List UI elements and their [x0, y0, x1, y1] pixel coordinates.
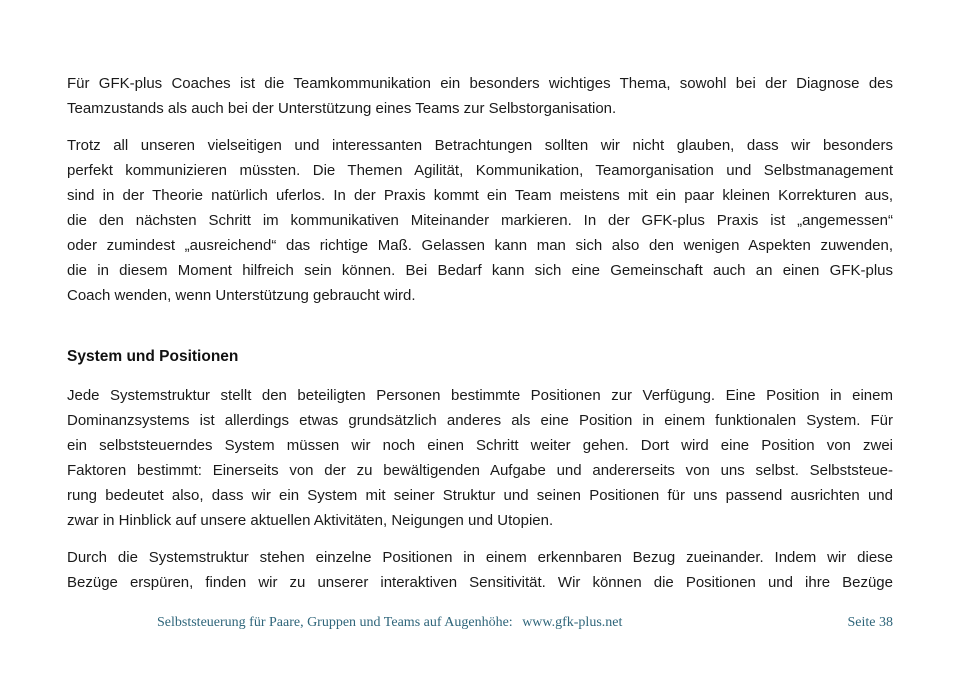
footer-book-title: Selbststeuerung für Paare, Gruppen und Teams auf Augenhöhe: — [157, 615, 513, 630]
page-footer — [67, 613, 893, 633]
text-line: oder zumindest „ausreichend“ das richtige Maß. Gelassen kann man sich also den wenigen Aspekten zuwenden, — [67, 237, 893, 254]
text-line: Trotz all unseren vielseitigen und interessanten Betrachtungen sollten wir nicht glauben, dass wir besonders — [67, 137, 893, 154]
text-line: sind in der Theorie natürlich uferlos. In der Praxis kommt ein Team meistens mit ein paar kleinen Korrekturen aus, — [67, 187, 893, 204]
footer-book-title-block — [67, 613, 622, 633]
text-line: rung bedeutet also, dass wir ein System mit seiner Struktur und seinen Positionen für uns passend ausrichten und — [67, 487, 893, 504]
text-line: die in diesem Moment hilfreich sein können. Bei Bedarf kann sich eine Gemeinschaft auch an einen GFK-plus — [67, 262, 893, 279]
section-heading: System und Positionen — [67, 348, 239, 365]
text-line: perfekt kommunizieren müssten. Die Themen Agilität, Kommunikation, Teamorganisation und Selbstmanagement — [67, 162, 893, 179]
text-line: Jede Systemstruktur stellt den beteiligten Personen bestimmte Positionen zur Verfügung. Eine Position in einem — [67, 387, 893, 404]
text-line: Coach wenden, wenn Unterstützung gebraucht wird. — [67, 287, 416, 304]
page-number: Seite 38 — [847, 615, 893, 630]
footer-website-link[interactable]: www.gfk-plus.net — [522, 615, 623, 630]
text-line: Teamzustands als auch bei der Unterstützung eines Teams zur Selbstorganisation. — [67, 100, 617, 117]
text-line: ein selbststeuerndes System müssen wir noch einen Schritt weiter gehen. Dort wird eine Position von zwei — [67, 437, 893, 454]
text-line: Faktoren bestimmt: Einerseits von der zu bewältigenden Aufgabe und andererseits von uns selbst. Selbststeue- — [67, 462, 893, 479]
paragraph-intro — [67, 71, 893, 121]
page-content — [67, 71, 893, 607]
paragraph-communication — [67, 133, 893, 308]
text-line: Für GFK-plus Coaches ist die Teamkommunikation ein besonders wichtiges Thema, sowohl bei der Diagnose des — [67, 75, 893, 92]
paragraph-system-positions — [67, 383, 893, 533]
text-line: Durch die Systemstruktur stehen einzelne Positionen in einem erkennbaren Bezug zueinander. Indem wir diese — [67, 549, 893, 566]
text-line: Dominanzsystems ist allerdings etwas grundsätzlich anderes als eine Position in einem funktionalen System. Für — [67, 412, 893, 429]
paragraph-structure-relations — [67, 545, 893, 595]
text-line: die den nächsten Schritt im kommunikativen Miteinander markieren. In der GFK-plus Praxis ist „angemessen“ — [67, 212, 893, 229]
text-line: zwar in Hinblick auf unsere aktuellen Aktivitäten, Neigungen und Utopien. — [67, 512, 554, 529]
text-line: Bezüge erspüren, finden wir zu unserer interaktiven Sensitivität. Wir können die Positionen und ihre Bezüge — [67, 574, 893, 591]
